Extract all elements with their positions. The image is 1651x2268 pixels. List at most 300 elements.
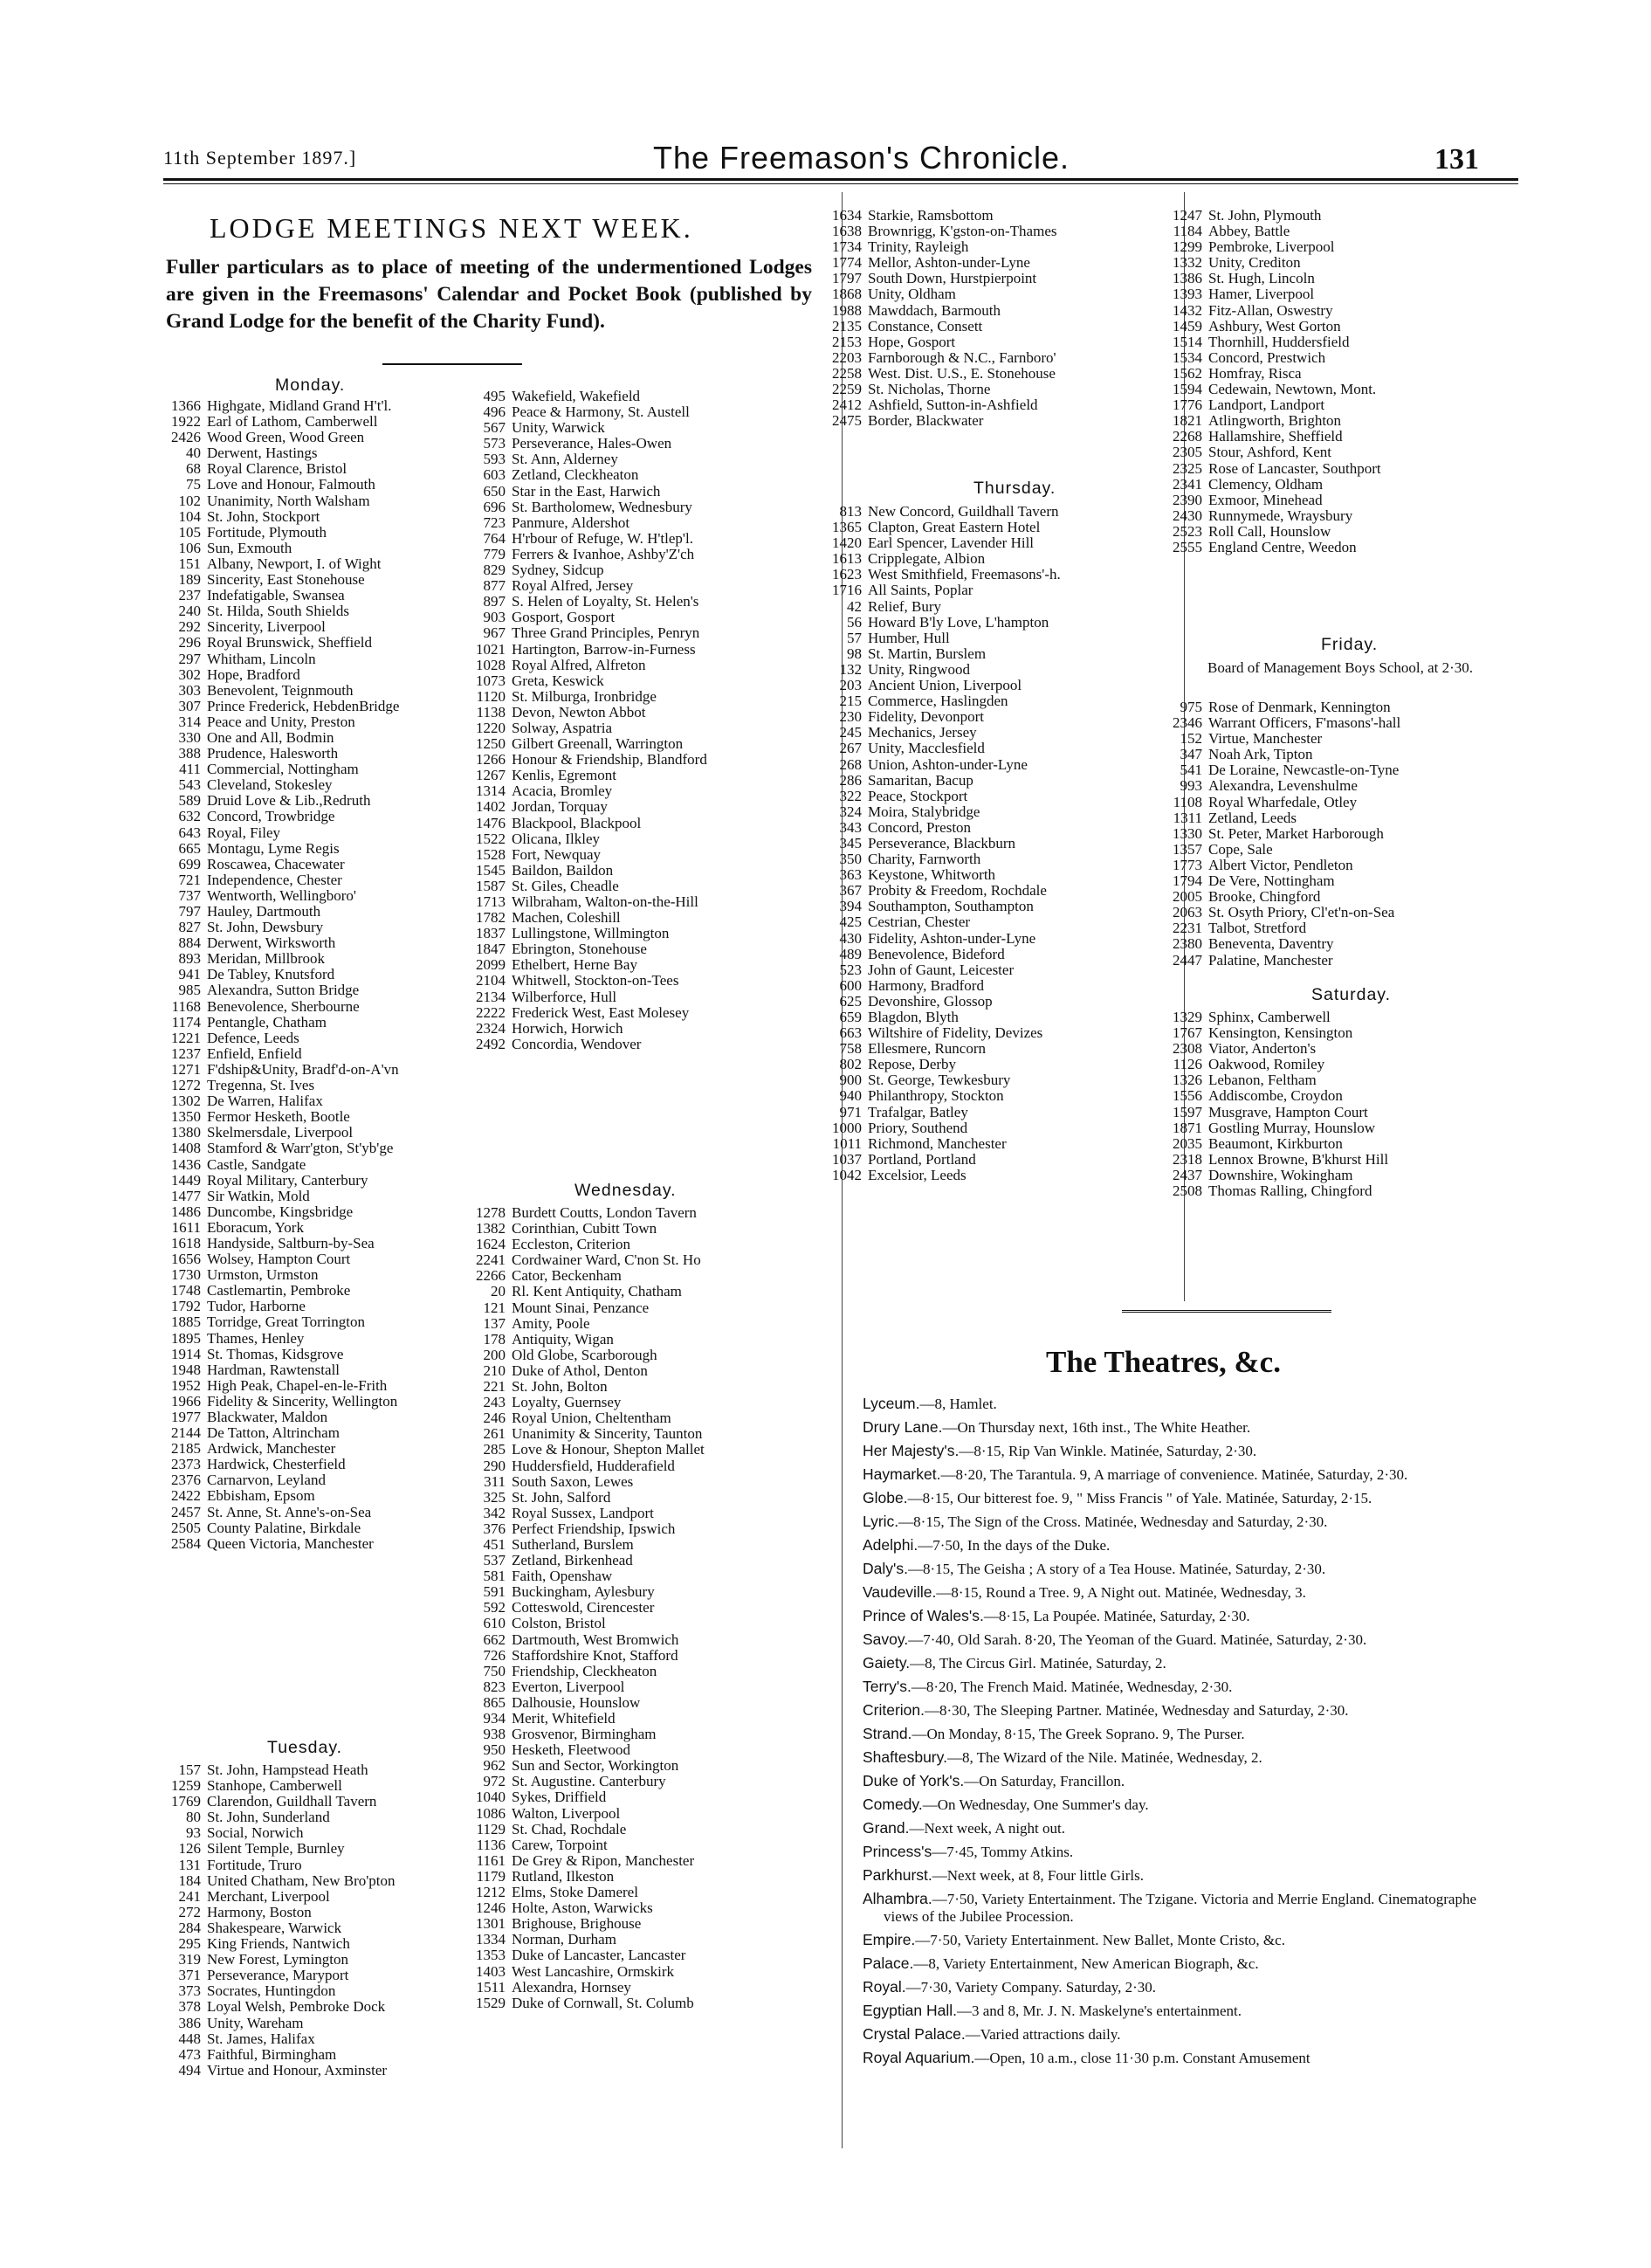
lodge-number: 950 xyxy=(483,1742,506,1759)
lodge-number: 985 xyxy=(178,982,201,999)
lodge-entry xyxy=(155,730,399,746)
lodge-entry xyxy=(816,413,1056,429)
lodge-number: 721 xyxy=(178,872,201,888)
lodge-number: 132 xyxy=(839,661,862,678)
lodge-number: 1299 xyxy=(1173,239,1202,256)
lodge-number: 1713 xyxy=(476,894,506,910)
lodge-entry xyxy=(155,1488,399,1504)
lodge-number: 1952 xyxy=(171,1377,201,1394)
lodge-number: 900 xyxy=(839,1072,862,1089)
lodge-number: 286 xyxy=(839,772,862,789)
lodge-entry xyxy=(460,1916,705,1932)
lodge-name: Loyal Welsh, Pembroke Dock xyxy=(207,1999,386,2016)
lodge-entry xyxy=(155,477,399,493)
lodge-entry xyxy=(460,816,707,831)
lodge-entry xyxy=(460,1521,705,1537)
lodge-name: Castlemartin, Pembroke xyxy=(207,1283,351,1299)
lodge-name: Border, Blackwater xyxy=(868,413,984,430)
lodge-number: 962 xyxy=(483,1758,506,1775)
lodge-number: 600 xyxy=(839,977,862,994)
lodge-number: 1221 xyxy=(171,1030,201,1046)
theatre-entry xyxy=(863,1866,1510,1885)
lodge-entry xyxy=(155,1858,396,1873)
lodge-name: Defence, Leeds xyxy=(207,1030,299,1046)
lodge-entry xyxy=(460,1021,707,1037)
lodge-name: Three Grand Principles, Penryn xyxy=(512,625,700,642)
lodge-entry xyxy=(816,319,1056,334)
lodge-number: 105 xyxy=(178,524,201,541)
lodge-number: 1330 xyxy=(1173,825,1202,842)
lodge-number: 1922 xyxy=(171,414,201,431)
lodge-entry xyxy=(816,599,1061,615)
lodge-number: 1380 xyxy=(171,1125,201,1141)
lodge-name: Star in the East, Harwich xyxy=(512,483,661,500)
lodge-number: 1311 xyxy=(1173,810,1202,826)
lodge-name: Handyside, Saltburn-by-Sea xyxy=(207,1235,375,1251)
lodge-number: 292 xyxy=(178,619,201,636)
theatre-entry xyxy=(863,1465,1510,1484)
theatre-name: Egyptian Hall. xyxy=(863,2002,957,2019)
masthead-title: The Freemason's Chronicle. xyxy=(653,140,1070,176)
lodge-name: Wolsey, Hampton Court xyxy=(207,1251,351,1268)
lodge-number: 1623 xyxy=(832,567,862,583)
lodge-number: 1365 xyxy=(832,520,862,536)
lodge-entry xyxy=(1157,778,1400,794)
lodge-number: 1988 xyxy=(832,302,862,319)
lodge-entry xyxy=(460,1237,705,1252)
lodge-number: 1174 xyxy=(171,1014,201,1031)
lodge-number: 272 xyxy=(178,1904,201,1920)
lodge-name: Torridge, Great Torrington xyxy=(207,1314,365,1331)
lodge-number: 2376 xyxy=(171,1472,201,1489)
lodge-entry xyxy=(1157,842,1400,858)
lodge-name: Wilbraham, Walton-on-the-Hill xyxy=(512,894,698,910)
lodge-entry xyxy=(155,1920,396,1936)
lodge-number: 1792 xyxy=(171,1299,201,1315)
lodge-entry xyxy=(816,504,1061,520)
theatre-name: Vaudeville. xyxy=(863,1583,937,1601)
lodge-name: Perseverance, Blackburn xyxy=(868,835,1015,851)
lodge-name: King Friends, Nantwich xyxy=(207,1936,350,1953)
theatre-entry xyxy=(863,1701,1510,1720)
lodge-number: 2268 xyxy=(1173,429,1202,445)
theatre-details: —8·20, The Tarantula. 9, A marriage of convenience. Matinée, Saturday, 2·30. xyxy=(940,1466,1408,1483)
lodge-number: 737 xyxy=(178,887,201,904)
theatre-details: —8·15, Round a Tree. 9, A Night out. Matinée, Wednesday, 3. xyxy=(936,1584,1306,1601)
lodge-name: Sykes, Driffield xyxy=(512,1789,607,1806)
lodge-entry xyxy=(816,1025,1061,1041)
lodge-entry xyxy=(460,752,707,768)
lodge-number: 934 xyxy=(483,1711,506,1727)
lodge-name: Royal Sussex, Landport xyxy=(512,1505,654,1521)
lodge-number: 184 xyxy=(178,1872,201,1889)
lodge-number: 473 xyxy=(178,2046,201,2063)
lodge-name: Fidelity, Ashton-under-Lyne xyxy=(868,930,1036,947)
lodge-name: Carnarvon, Leyland xyxy=(207,1472,326,1489)
lodge-number: 210 xyxy=(483,1362,506,1379)
lodge-name: Earl Spencer, Lavender Hill xyxy=(868,535,1035,552)
lodge-entry xyxy=(1157,936,1400,952)
lodge-name: Roll Call, Hounslow xyxy=(1208,523,1331,540)
lodge-entry xyxy=(1157,303,1381,319)
lodge-name: Brownrigg, K'gston-on-Thames xyxy=(868,224,1057,240)
lodge-entry xyxy=(460,404,707,420)
lodge-name: Skelmersdale, Liverpool xyxy=(207,1125,354,1141)
lodge-name: Duncombe, Kingsbridge xyxy=(207,1203,354,1220)
lodge-entry xyxy=(816,1120,1061,1136)
lodge-name: Perfect Friendship, Ipswich xyxy=(512,1520,676,1537)
lodge-entry xyxy=(816,883,1061,899)
page-number: 131 xyxy=(1434,143,1479,176)
lodge-number: 1821 xyxy=(1173,413,1202,430)
lodge-number: 2258 xyxy=(832,365,862,382)
lodge-number: 1773 xyxy=(1173,857,1202,873)
lodge-entry xyxy=(816,1072,1061,1088)
lodge-entry xyxy=(155,541,399,556)
lodge-number: 2325 xyxy=(1173,460,1202,477)
lodge-number: 726 xyxy=(483,1647,506,1664)
lodge-entry xyxy=(460,847,707,863)
lodge-number: 1179 xyxy=(476,1868,506,1885)
lodge-number: 610 xyxy=(483,1616,506,1632)
lodge-entry xyxy=(155,714,399,730)
lodge-number: 699 xyxy=(178,856,201,872)
lodge-number: 1334 xyxy=(476,1932,506,1948)
lodge-entry xyxy=(155,699,399,714)
theatre-name: Savoy. xyxy=(863,1630,909,1648)
lodge-name: Unanimity & Sincerity, Taunton xyxy=(512,1426,703,1443)
lodge-name: Benevolent, Teignmouth xyxy=(207,682,354,699)
lodge-number: 342 xyxy=(483,1505,506,1521)
lodge-number: 80 xyxy=(186,1810,201,1826)
lodge-name: Fort, Newquay xyxy=(512,846,601,863)
lodge-name: Castle, Sandgate xyxy=(207,1156,306,1173)
theatre-details: —Next week, at 8, Four little Girls. xyxy=(932,1867,1144,1884)
lodge-name: Howard B'ly Love, L'hampton xyxy=(868,614,1049,631)
lodge-name: St. Augustine. Canterbury xyxy=(512,1774,666,1790)
lodge-number: 1184 xyxy=(1173,224,1202,240)
lodge-name: Cleveland, Stokesley xyxy=(207,777,333,794)
lodge-number: 1432 xyxy=(1173,302,1202,319)
lodge-number: 1326 xyxy=(1173,1072,1202,1089)
lodge-name: Hesketh, Fleetwood xyxy=(512,1742,630,1759)
lodge-entry xyxy=(460,1458,705,1474)
lodge-name: Peace, Stockport xyxy=(868,788,968,804)
lodge-number: 2266 xyxy=(476,1268,506,1285)
lodge-name: Druid Love & Lib.,Redruth xyxy=(207,793,371,810)
lodge-entry xyxy=(460,1964,705,1980)
theatre-name: Comedy. xyxy=(863,1796,923,1813)
lodge-entry xyxy=(460,642,707,658)
lodge-entry xyxy=(460,1885,705,1900)
lodge-name: Commerce, Haslingden xyxy=(868,693,1008,710)
lodge-entry xyxy=(460,436,707,452)
header-rule xyxy=(163,178,1518,181)
lodge-number: 314 xyxy=(178,713,201,730)
lodge-name: Frederick West, East Molesey xyxy=(512,1004,690,1021)
lodge-entry xyxy=(460,1252,705,1268)
lodge-entry xyxy=(155,525,399,541)
lodge-entry xyxy=(460,705,707,720)
lodge-name: St. Peter, Market Harborough xyxy=(1208,825,1384,842)
lodge-number: 1086 xyxy=(476,1805,506,1822)
lodge-entry xyxy=(1157,795,1400,810)
lodge-entry xyxy=(816,382,1056,397)
theatre-entry xyxy=(863,1890,1510,1926)
lodge-number: 324 xyxy=(839,803,862,820)
lodge-number: 1847 xyxy=(476,941,506,958)
lodge-entry xyxy=(155,667,399,683)
lodge-name: Thomas Ralling, Chingford xyxy=(1208,1183,1372,1200)
lodge-number: 1314 xyxy=(476,783,506,800)
theatre-name: Lyceum. xyxy=(863,1395,920,1412)
lodge-number: 1138 xyxy=(476,704,506,720)
lodge-number: 246 xyxy=(483,1410,506,1427)
lodge-name: Kensington, Kensington xyxy=(1208,1025,1353,1042)
lodge-number: 537 xyxy=(483,1553,506,1569)
lodge-name: Unity, Macclesfield xyxy=(868,741,985,757)
lodge-number: 1250 xyxy=(476,736,506,753)
lodge-entry xyxy=(460,783,707,799)
lodge-entry xyxy=(155,777,399,793)
lodge-name: Zetland, Leeds xyxy=(1208,810,1297,826)
lodge-number: 1868 xyxy=(832,286,862,303)
lodge-number: 2134 xyxy=(476,989,506,1005)
lodge-number: 581 xyxy=(483,1568,506,1585)
theatre-name: Palace. xyxy=(863,1954,914,1972)
lodge-entry xyxy=(155,1425,399,1441)
lodge-number: 495 xyxy=(483,389,506,404)
theatre-entry xyxy=(863,1513,1510,1531)
lodge-number: 243 xyxy=(483,1395,506,1411)
lodge-entry xyxy=(460,547,707,562)
lodge-entry xyxy=(460,1758,705,1774)
lodge-name: St. Hilda, South Shields xyxy=(207,603,349,620)
lodge-number: 1073 xyxy=(476,672,506,689)
lodge-number: 388 xyxy=(178,746,201,762)
lodge-entry xyxy=(155,825,399,841)
theatre-details: —On Monday, 8·15, The Greek Soprano. 9, The Purser. xyxy=(911,1726,1245,1742)
lodge-name: Grosvenor, Birmingham xyxy=(512,1727,657,1743)
lodge-entry xyxy=(155,809,399,824)
lodge-number: 378 xyxy=(178,1999,201,2016)
lodge-name: Priory, Southend xyxy=(868,1120,968,1136)
lodge-entry xyxy=(1157,366,1381,382)
theatre-entry xyxy=(863,1931,1510,1949)
lodge-entry xyxy=(155,509,399,525)
lodge-entry xyxy=(816,789,1061,804)
lodge-name: Fidelity, Devonport xyxy=(868,709,984,726)
lodge-entry xyxy=(155,619,399,635)
lodge-name: Unity, Warwick xyxy=(512,420,605,437)
lodge-entry xyxy=(816,567,1061,583)
lodge-entry xyxy=(460,389,707,404)
lodge-name: Oakwood, Romiley xyxy=(1208,1057,1325,1073)
lodge-number: 971 xyxy=(839,1104,862,1120)
lodge-number: 1042 xyxy=(832,1167,862,1183)
lodge-name: Peace and Unity, Preston xyxy=(207,713,355,730)
lodge-number: 489 xyxy=(839,946,862,962)
lodge-entry xyxy=(1157,1010,1388,1025)
lodge-name: De Grey & Ripon, Manchester xyxy=(512,1852,695,1869)
lodge-name: Noah Ark, Tipton xyxy=(1208,747,1313,763)
lodge-number: 1272 xyxy=(171,1078,201,1094)
lodge-number: 1528 xyxy=(476,846,506,863)
lodge-entry xyxy=(460,1584,705,1600)
lodge-name: Benevolence, Sherbourne xyxy=(207,998,360,1015)
lodge-entry xyxy=(816,646,1061,662)
lodge-number: 1511 xyxy=(476,1979,506,1996)
theatre-entry xyxy=(863,1607,1510,1625)
lodge-name: Gostling Murray, Hounslow xyxy=(1208,1120,1376,1136)
lodge-name: Devonshire, Glossop xyxy=(868,993,993,1010)
lodge-entry xyxy=(816,535,1061,551)
lodge-entry xyxy=(460,894,707,910)
lodge-entry xyxy=(1157,208,1381,224)
lodge-name: Cestrian, Chester xyxy=(868,914,971,931)
lodge-number: 758 xyxy=(839,1041,862,1058)
lodge-name: New Concord, Guildhall Tavern xyxy=(868,504,1059,520)
lodge-name: Carew, Torpoint xyxy=(512,1837,608,1853)
day-heading-saturday: Saturday. xyxy=(1311,985,1392,1004)
lodge-number: 592 xyxy=(483,1600,506,1617)
lodge-number: 593 xyxy=(483,452,506,468)
lodge-name: Horwich, Horwich xyxy=(512,1020,623,1037)
lodge-entry xyxy=(1157,889,1400,905)
lodge-entry xyxy=(460,1932,705,1947)
lodge-entry xyxy=(460,1474,705,1490)
lodge-name: Rl. Kent Antiquity, Chatham xyxy=(512,1284,682,1300)
lodge-name: Harmony, Bradford xyxy=(868,977,984,994)
lodge-number: 1730 xyxy=(171,1267,201,1284)
lodge-name: Unity, Ringwood xyxy=(868,661,970,678)
lodge-entry xyxy=(816,1105,1061,1120)
lodge-name: Unity, Wareham xyxy=(207,2015,304,2031)
lodge-entry xyxy=(460,1348,705,1363)
lodge-entry xyxy=(816,255,1056,271)
lodge-number: 764 xyxy=(483,530,506,547)
lodge-entry xyxy=(155,1220,399,1236)
lodge-number: 2426 xyxy=(171,430,201,446)
lodge-number: 884 xyxy=(178,935,201,952)
lodge-number: 131 xyxy=(178,1857,201,1873)
theatre-name: Princess's xyxy=(863,1843,932,1860)
lodge-number: 2099 xyxy=(476,957,506,974)
lodge-name: Musgrave, Hampton Court xyxy=(1208,1104,1368,1120)
lodge-name: St. Milburga, Ironbridge xyxy=(512,688,657,705)
lodge-entry xyxy=(816,350,1056,366)
lodge-list xyxy=(155,1762,396,2078)
lodge-entry xyxy=(460,1506,705,1521)
lodge-number: 285 xyxy=(483,1442,506,1458)
lodge-name: Norman, Durham xyxy=(512,1932,616,1948)
lodge-entry xyxy=(460,531,707,547)
lodge-name: Hartington, Barrow-in-Furness xyxy=(512,641,696,658)
lodge-name: Cotteswold, Cirencester xyxy=(512,1600,655,1617)
lodge-number: 663 xyxy=(839,1025,862,1042)
lodge-entry xyxy=(155,2016,396,2031)
lodge-number: 319 xyxy=(178,1952,201,1968)
lodge-number: 448 xyxy=(178,2030,201,2047)
lodge-name: Benevolence, Bideford xyxy=(868,946,1005,962)
lodge-entry xyxy=(460,879,707,894)
lodge-entry xyxy=(460,673,707,689)
lodge-number: 903 xyxy=(483,610,506,626)
lodge-entry xyxy=(460,610,707,625)
lodge-number: 632 xyxy=(178,809,201,825)
lodge-name: Landport, Landport xyxy=(1208,397,1325,414)
lodge-name: New Forest, Lymington xyxy=(207,1952,348,1968)
lodge-entry xyxy=(1157,397,1381,413)
lodge-name: Hallamshire, Sheffield xyxy=(1208,429,1343,445)
lodge-name: West Smithfield, Freemasons'-h. xyxy=(868,567,1061,583)
lodge-entry xyxy=(460,467,707,483)
lodge-name: Sincerity, East Stonehouse xyxy=(207,572,365,589)
lodge-entry xyxy=(816,583,1061,598)
lodge-entry xyxy=(155,1873,396,1889)
lodge-entry xyxy=(155,1093,399,1109)
ornament-rule xyxy=(1122,1310,1331,1313)
lodge-entry xyxy=(155,2031,396,2047)
lodge-entry xyxy=(1157,1120,1388,1136)
lodge-name: Merit, Whitefield xyxy=(512,1711,616,1727)
lodge-name: Farnborough & N.C., Farnboro' xyxy=(868,349,1056,366)
lodge-name: St. John, Stockport xyxy=(207,508,320,525)
lodge-entry xyxy=(155,603,399,619)
lodge-number: 897 xyxy=(483,594,506,610)
lodge-number: 1220 xyxy=(476,720,506,736)
lodge-name: Eccleston, Criterion xyxy=(512,1237,630,1253)
lodge-number: 1556 xyxy=(1173,1088,1202,1105)
lodge-number: 1000 xyxy=(832,1120,862,1136)
lodge-entry xyxy=(155,1236,399,1251)
lodge-entry xyxy=(460,1268,705,1284)
lodge-entry xyxy=(155,1031,399,1046)
theatre-name: Drury Lane. xyxy=(863,1418,943,1436)
lodge-name: Urmston, Urmston xyxy=(207,1267,319,1284)
lodge-number: 200 xyxy=(483,1347,506,1363)
lodge-name: Alexandra, Levenshulme xyxy=(1208,778,1358,795)
lodge-name: Silent Temple, Burnley xyxy=(207,1841,345,1858)
lodge-entry xyxy=(460,1806,705,1822)
lodge-entry xyxy=(460,500,707,515)
issue-date: 11th September 1897.] xyxy=(163,147,357,169)
lodge-name: St. Thomas, Kidsgrove xyxy=(207,1346,344,1362)
lodge-name: Machen, Coleshill xyxy=(512,910,621,927)
lodge-name: Loyalty, Guernsey xyxy=(512,1395,622,1411)
lodge-entry xyxy=(816,741,1061,756)
lodge-number: 1977 xyxy=(171,1410,201,1425)
lodge-name: Montagu, Lyme Regis xyxy=(207,840,340,857)
lodge-entry xyxy=(1157,413,1381,429)
lodge-entry xyxy=(460,957,707,973)
lodge-entry xyxy=(1157,1088,1388,1104)
lodge-number: 2308 xyxy=(1173,1041,1202,1058)
lodge-number: 2475 xyxy=(832,413,862,430)
theatre-name: Terry's. xyxy=(863,1678,911,1695)
lodge-name: Ebrington, Stonehouse xyxy=(512,941,647,958)
lodge-entry xyxy=(460,1853,705,1869)
lodge-name: West Lancashire, Ormskirk xyxy=(512,1963,675,1980)
lodge-name: Derwent, Wirksworth xyxy=(207,935,336,952)
lodge-name: Buckingham, Aylesbury xyxy=(512,1584,655,1601)
lodge-entry xyxy=(155,572,399,588)
lodge-entry xyxy=(1157,286,1381,302)
lodge-name: Huddersfield, Hudderafield xyxy=(512,1458,675,1474)
lodge-name: Beneventa, Daventry xyxy=(1208,936,1334,953)
day-heading-friday: Friday. xyxy=(1321,635,1379,654)
lodge-name: Highgate, Midland Grand H't'l. xyxy=(207,398,392,414)
